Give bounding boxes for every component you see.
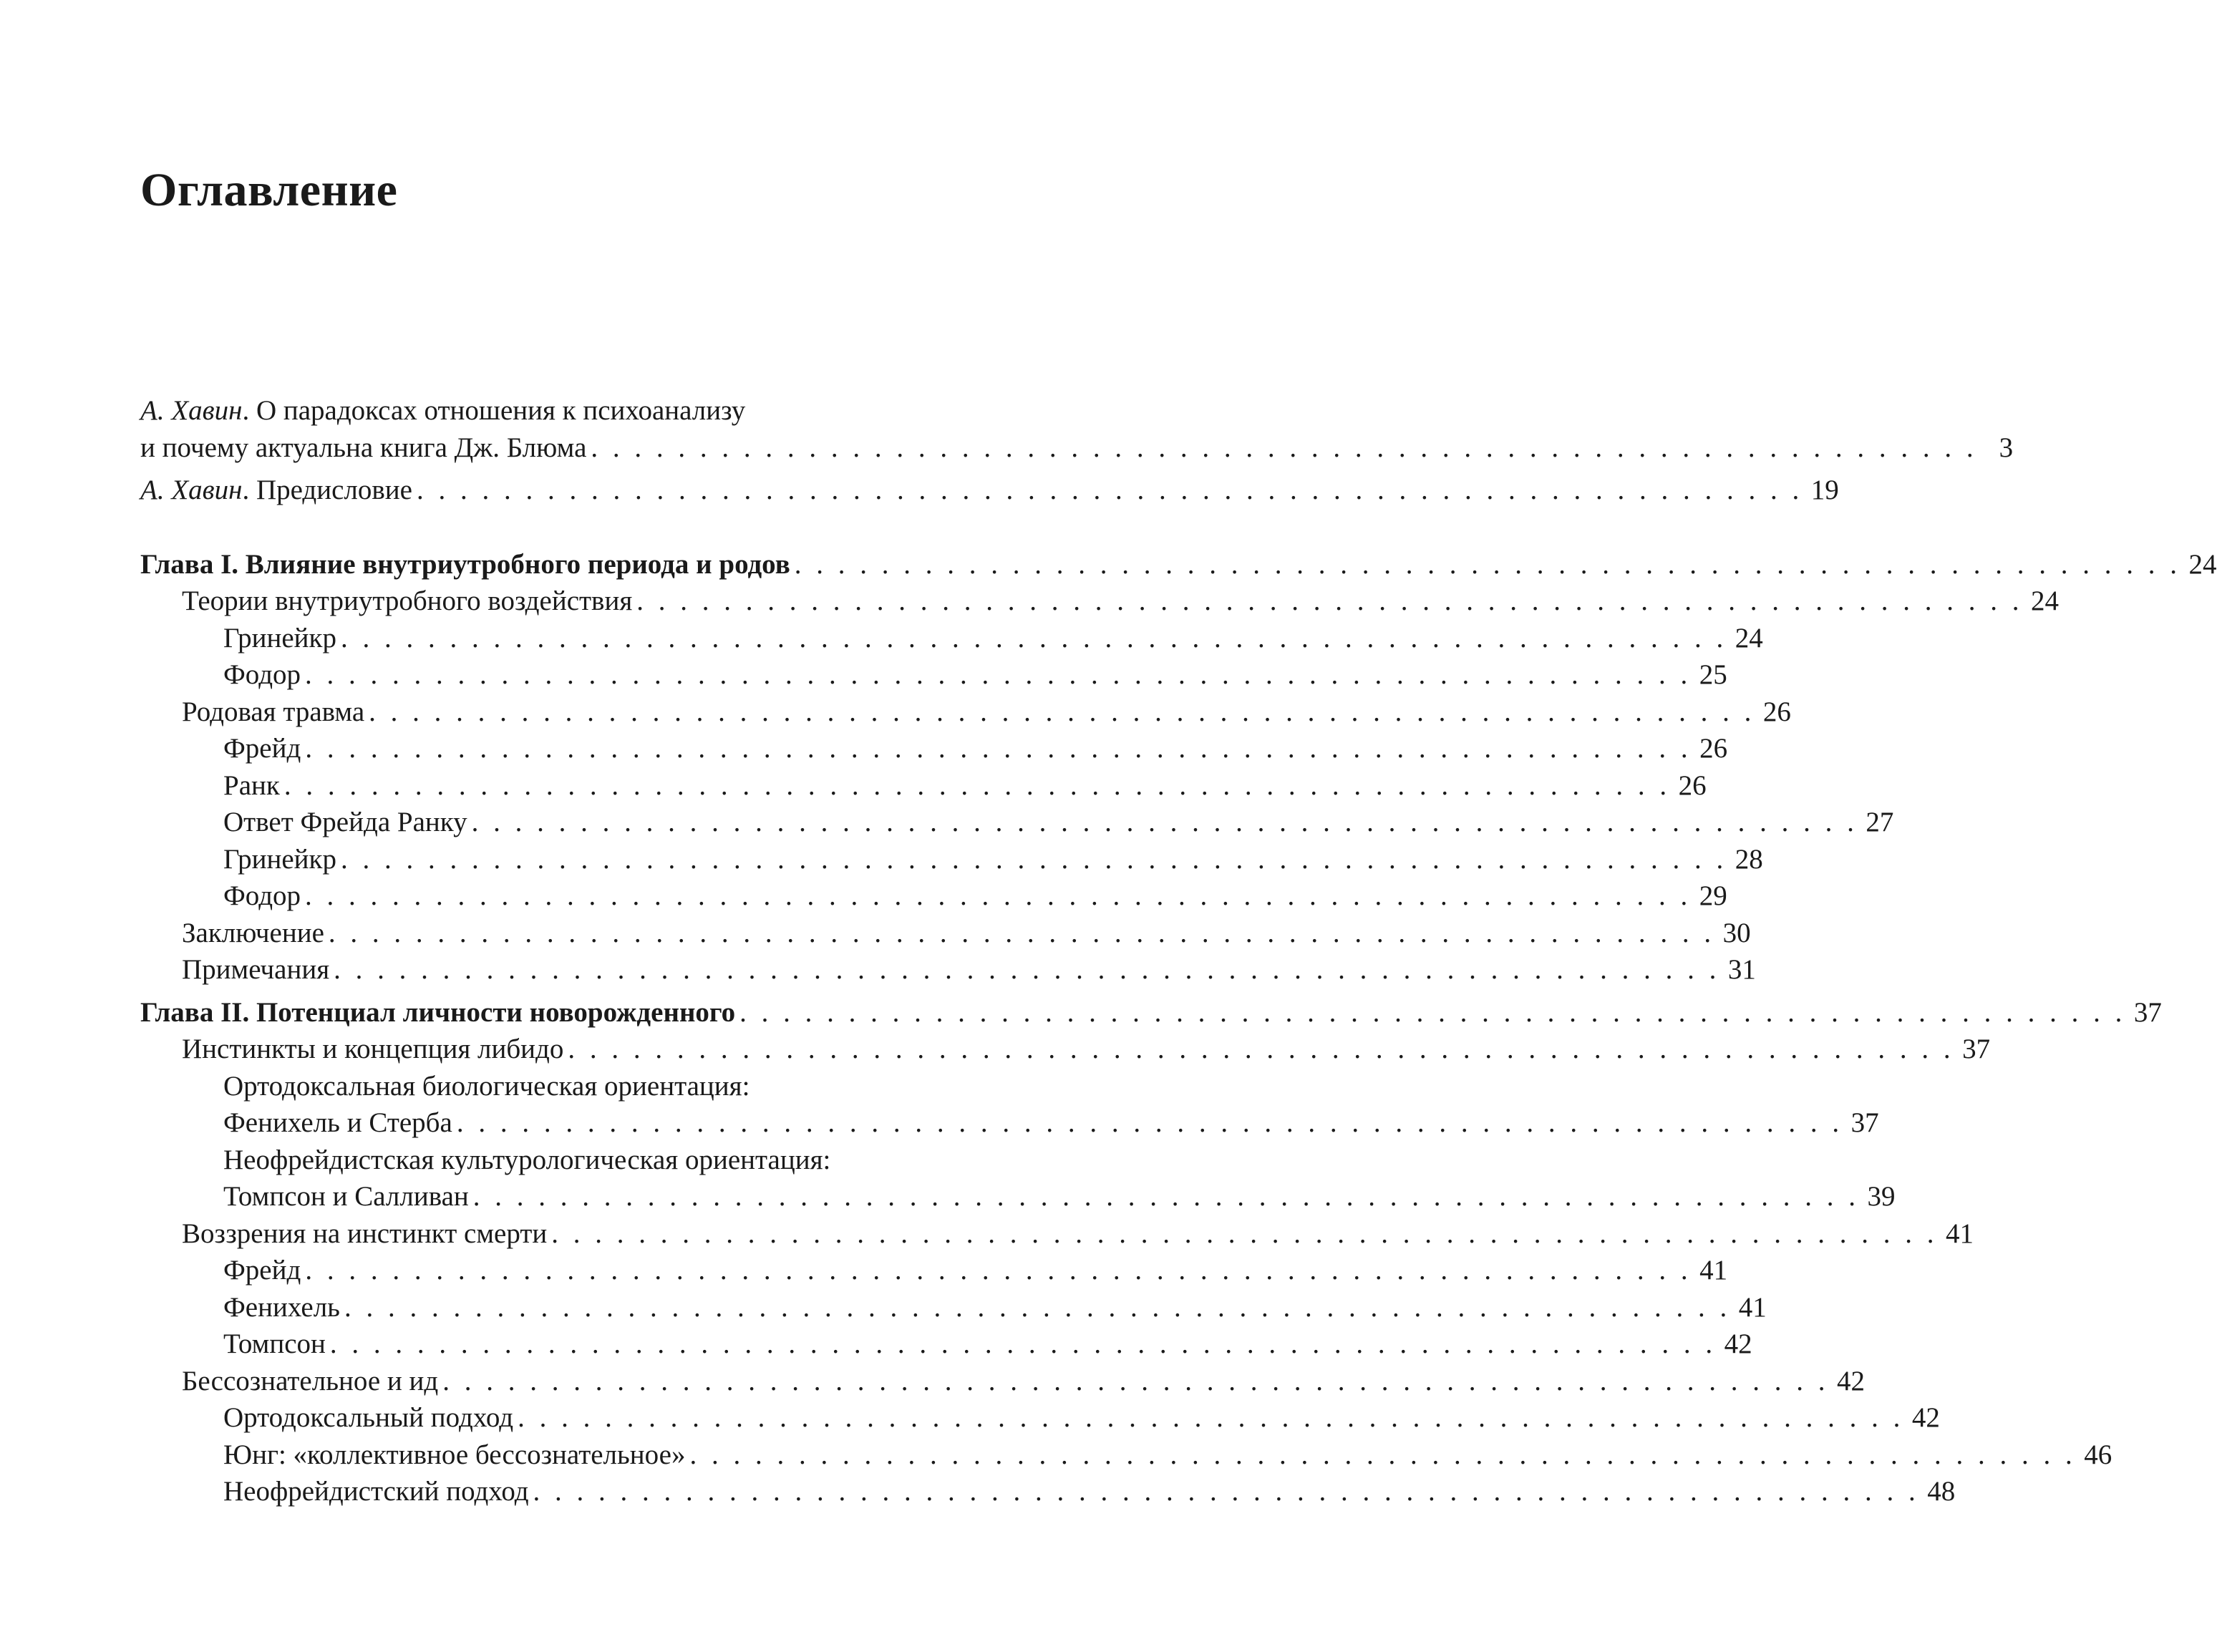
- toc-subsection: [140, 1068, 1879, 1142]
- toc-entry-text: [140, 472, 412, 509]
- toc-entry-text: Гринейкр: [223, 843, 336, 875]
- toc-entry-first-line: [140, 392, 963, 429]
- leader-dots: . . . . . . . . . . . . . . . . . . . . . . . . . . . . . . . . . . . . . . . . . . . . . . . . . . . . . . . . . . . . . . . .: [369, 696, 1755, 727]
- toc-page-number: 42: [1836, 1365, 1865, 1396]
- leader-dots: . . . . . . . . . . . . . . . . . . . . . . . . . . . . . . . . . . . . . . . . . . . . . . . . . . . . . . . . . . . . . . . .: [472, 1181, 1860, 1212]
- toc-entry-intro-1: [140, 392, 2014, 466]
- leader-dots: . . . . . . . . . . . . . . . . . . . . . . . . . . . . . . . . . . . . . . . . . . . . . . . . . . . . . . . . . . . . . . . .: [305, 659, 1692, 690]
- toc-page-number: 42: [1911, 1402, 1940, 1433]
- toc-subsection: [140, 1473, 1956, 1510]
- toc-subsection: [140, 1326, 1752, 1363]
- toc-entry-first-line: Неофрейдистская культурологическая ориентация:: [223, 1144, 831, 1175]
- toc-page-number: 42: [1724, 1328, 1752, 1359]
- toc-page-number: 27: [1866, 807, 1894, 837]
- leader-dots: . . . . . . . . . . . . . . . . . . . . . . . . . . . . . . . . . . . . . . . . . . . . . . . . . . . . . . . . . . . . . . . .: [329, 1328, 1717, 1359]
- leader-dots: . . . . . . . . . . . . . . . . . . . . . . . . . . . . . . . . . . . . . . . . . . . . . . . . . . . . . . . . . . . . . . . .: [518, 1402, 1904, 1433]
- toc-entry-text: Фенихель: [223, 1291, 340, 1323]
- leader-dots: . . . . . . . . . . . . . . . . . . . . . . . . . . . . . . . . . . . . . . . . . . . . . . . . . . . . . . . . . . . . . . . .: [551, 1218, 1938, 1249]
- toc-entry-last-line: [223, 1104, 1879, 1142]
- toc-section: [140, 694, 1791, 731]
- toc-page-number: 41: [1946, 1218, 1974, 1249]
- toc-page-number: 30: [1722, 917, 1751, 948]
- toc-entry-text: Томпсон: [223, 1328, 326, 1359]
- toc-section: [140, 915, 1751, 952]
- toc-page-number: 3: [1999, 432, 2014, 463]
- toc-page-number: 24: [2188, 548, 2217, 580]
- leader-dots: . . . . . . . . . . . . . . . . . . . . . . . . . . . . . . . . . . . . . . . . . . . . . . . . . . . . . . . . . . . . . . . .: [344, 1291, 1731, 1323]
- leader-dots: . . . . . . . . . . . . . . . . . . . . . . . . . . . . . . . . . . . . . . . . . . . . . . . . . . . . . . . . . . . . . . . .: [636, 586, 2024, 616]
- toc-entry-text: Заключение: [182, 917, 324, 948]
- toc-entry-last-line: [140, 429, 2014, 467]
- leader-dots: . . . . . . . . . . . . . . . . . . . . . . . . . . . . . . . . . . . . . . . . . . . . . . . . . . . . . . . . . . . . . . . .: [568, 1034, 1955, 1064]
- leader-dots: . . . . . . . . . . . . . . . . . . . . . . . . . . . . . . . . . . . . . . . . . . . . . . . . . . . . . . . . . . . . . . . .: [340, 622, 1727, 653]
- toc-entry-text: Родовая травма: [182, 696, 365, 727]
- toc-page-number: 48: [1927, 1476, 1956, 1507]
- toc-page-number: 29: [1699, 880, 1727, 911]
- toc-subsection: [140, 804, 1894, 841]
- toc-entry-text: Примечания: [182, 954, 330, 985]
- toc-entry-text: Фенихель и Стерба: [223, 1107, 452, 1138]
- toc-section: [140, 1215, 1974, 1253]
- toc-entry-text: и почему актуальна книга Дж. Блюма: [140, 432, 587, 463]
- toc-subsection: [140, 767, 1707, 805]
- toc-page-number: 24: [1735, 622, 1763, 653]
- toc-page-number: 19: [1810, 475, 1839, 505]
- toc-page-number: 31: [1727, 954, 1756, 985]
- toc-page-number: 37: [1962, 1034, 1991, 1064]
- toc-page-number: 24: [2031, 586, 2060, 616]
- toc-page-number: 28: [1735, 843, 1763, 875]
- leader-dots: . . . . . . . . . . . . . . . . . . . . . . . . . . . . . . . . . . . . . . . . . . . . . . . . . . . . . . . . . . . . . . . .: [739, 996, 2126, 1028]
- leader-dots: . . . . . . . . . . . . . . . . . . . . . . . . . . . . . . . . . . . . . . . . . . . . . . . . . . . . . . . . . . . . . . . .: [416, 475, 1803, 505]
- toc-entry-text: Неофрейдистский подход: [223, 1476, 529, 1507]
- leader-dots: . . . . . . . . . . . . . . . . . . . . . . . . . . . . . . . . . . . . . . . . . . . . . . . . . . . . . . . . . . . . . . . .: [305, 733, 1692, 764]
- leader-dots: . . . . . . . . . . . . . . . . . . . . . . . . . . . . . . . . . . . . . . . . . . . . . . . . . . . . . . . . . . . . . . . .: [283, 769, 1671, 801]
- toc-page-number: 25: [1699, 659, 1727, 690]
- toc-entry-text: Ответ Фрейда Ранку: [223, 807, 467, 837]
- toc-section: [140, 1363, 1865, 1400]
- toc-chapter-title: Глава II. Потенциал личности новорожденного: [140, 996, 736, 1028]
- toc-subsection: [140, 1289, 1767, 1326]
- toc-page-number: 26: [1762, 696, 1791, 727]
- toc-subsection: [140, 1399, 1940, 1437]
- table-of-contents: [140, 392, 2217, 1510]
- toc-entry-text: . О парадоксах отношения к психоанализу: [242, 395, 746, 426]
- toc-entry-text: Фрейд: [223, 733, 301, 764]
- leader-dots: . . . . . . . . . . . . . . . . . . . . . . . . . . . . . . . . . . . . . . . . . . . . . . . . . . . . . . . . . . . . . . . .: [334, 954, 1720, 985]
- toc-entry-intro-2: [140, 472, 1839, 509]
- toc-entry-text: Бессознательное и ид: [182, 1365, 439, 1396]
- leader-dots: . . . . . . . . . . . . . . . . . . . . . . . . . . . . . . . . . . . . . . . . . . . . . . . . . . . . . . . . . . . . . . . .: [305, 880, 1692, 911]
- toc-section: [140, 583, 2060, 620]
- toc-subsection: [140, 841, 1763, 878]
- toc-subsection: [140, 1437, 2112, 1474]
- toc-subsection: [140, 1142, 1896, 1215]
- leader-dots: . . . . . . . . . . . . . . . . . . . . . . . . . . . . . . . . . . . . . . . . . . . . . . . . . . . . . . . . . . . . . . . .: [471, 807, 1858, 837]
- toc-entry-text: Фодор: [223, 880, 301, 911]
- toc-entry-text: Фодор: [223, 659, 301, 690]
- leader-dots: . . . . . . . . . . . . . . . . . . . . . . . . . . . . . . . . . . . . . . . . . . . . . . . . . . . . . . . . . . . . . . . .: [689, 1439, 2077, 1470]
- toc-entry-title: . Предисловие: [242, 475, 412, 505]
- toc-page-number: 41: [1738, 1291, 1767, 1323]
- toc-author: А. Хавин: [140, 475, 243, 505]
- toc-entry-text: Ортодоксальный подход: [223, 1402, 514, 1433]
- toc-section: [140, 1031, 1991, 1068]
- toc-entry-text: Ранк: [223, 769, 280, 801]
- toc-chapter-1: [140, 546, 2217, 583]
- toc-subsection: [140, 656, 1727, 694]
- toc-page-number: 39: [1867, 1181, 1896, 1212]
- leader-dots: . . . . . . . . . . . . . . . . . . . . . . . . . . . . . . . . . . . . . . . . . . . . . . . . . . . . . . . . . . . . . . . .: [442, 1365, 1829, 1396]
- toc-subsection: [140, 1252, 1728, 1289]
- leader-dots: . . . . . . . . . . . . . . . . . . . . . . . . . . . . . . . . . . . . . . . . . . . . . . . . . . . . . . . . . . . . . . . .: [340, 843, 1727, 875]
- toc-entry-text: Фрейд: [223, 1255, 301, 1286]
- toc-page-number: 26: [1678, 769, 1707, 801]
- toc-author: А. Хавин: [140, 395, 243, 426]
- toc-page-number: 41: [1699, 1255, 1728, 1286]
- page-title: Оглавление: [140, 164, 398, 216]
- leader-dots: . . . . . . . . . . . . . . . . . . . . . . . . . . . . . . . . . . . . . . . . . . . . . . . . . . . . . . . . . . . . . . . .: [794, 548, 2181, 580]
- toc-entry-text: Гринейкр: [223, 622, 336, 653]
- toc-entry-text: Томпсон и Салливан: [223, 1181, 469, 1212]
- leader-dots: . . . . . . . . . . . . . . . . . . . . . . . . . . . . . . . . . . . . . . . . . . . . . . . . . . . . . . . . . . . . . . . .: [305, 1255, 1692, 1286]
- toc-page-number: 26: [1699, 733, 1728, 764]
- toc-subsection: [140, 730, 1728, 767]
- toc-section: [140, 951, 1756, 988]
- leader-dots: . . . . . . . . . . . . . . . . . . . . . . . . . . . . . . . . . . . . . . . . . . . . . . . . . . . . . . . . . . . . . . . .: [456, 1107, 1843, 1138]
- toc-chapter-2: [140, 994, 2162, 1031]
- toc-entry-text: Юнг: «коллективное бессознательное»: [223, 1439, 686, 1470]
- leader-dots: . . . . . . . . . . . . . . . . . . . . . . . . . . . . . . . . . . . . . . . . . . . . . . . . . . . . . . . . . . . . . . . .: [591, 432, 1978, 463]
- toc-page-number: 46: [2084, 1439, 2112, 1470]
- toc-chapter-title: Глава I. Влияние внутриутробного периода и родов: [140, 548, 790, 580]
- toc-entry-text: Инстинкты и концепция либидо: [182, 1034, 564, 1064]
- toc-entry-first-line: Ортодоксальная биологическая ориентация:: [223, 1070, 750, 1102]
- toc-page-number: 37: [1850, 1107, 1879, 1138]
- toc-entry-text: Теории внутриутробного воздействия: [182, 586, 633, 616]
- toc-entry-last-line: [223, 1178, 1896, 1215]
- toc-page-number: 37: [2133, 996, 2162, 1028]
- leader-dots: . . . . . . . . . . . . . . . . . . . . . . . . . . . . . . . . . . . . . . . . . . . . . . . . . . . . . . . . . . . . . . . .: [328, 917, 1715, 948]
- leader-dots: . . . . . . . . . . . . . . . . . . . . . . . . . . . . . . . . . . . . . . . . . . . . . . . . . . . . . . . . . . . . . . . .: [533, 1476, 1920, 1507]
- toc-subsection: [140, 878, 1727, 915]
- toc-entry-text: Воззрения на инстинкт смерти: [182, 1218, 548, 1249]
- toc-subsection: [140, 620, 1763, 657]
